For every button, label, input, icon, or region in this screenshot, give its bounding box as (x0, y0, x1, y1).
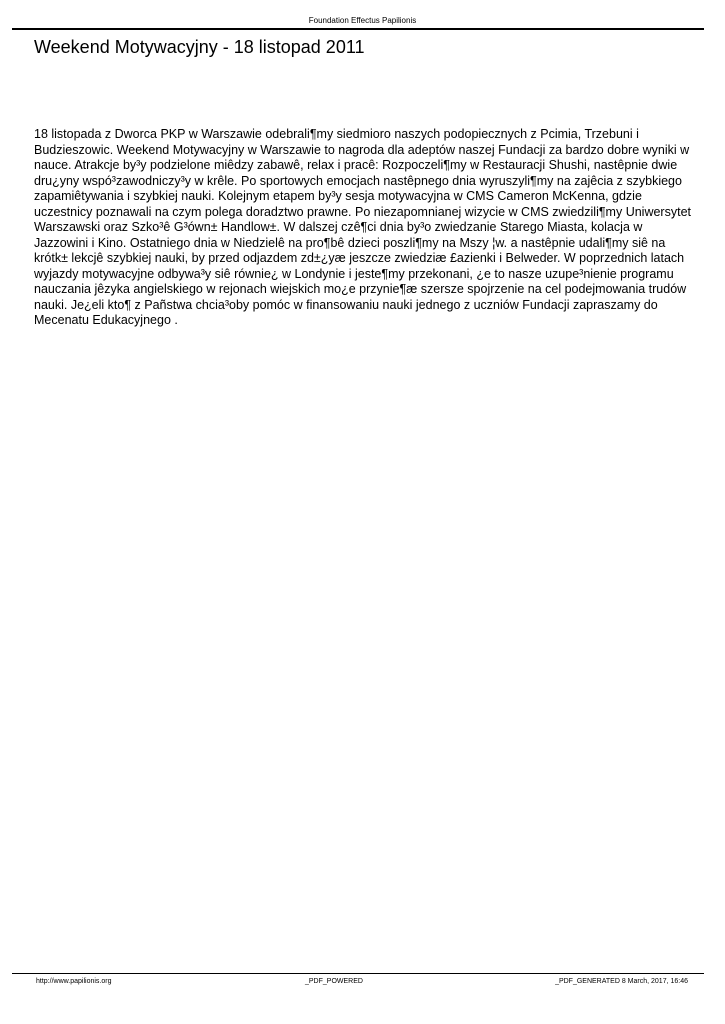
footer-generated-date: _PDF_GENERATED 8 March, 2017, 16:46 (555, 978, 688, 985)
article-body: 18 listopada z Dworca PKP w Warszawie odebrali¶my siedmioro naszych podopiecznych z Pcimia, Trzebuni i Budzieszowic. Weekend Motywacyjny w Warszawie to nagroda dla adeptów naszej Fundacji za bardzo dobre wyniki w nauce. Atrakcje by³y podzielone miêdzy zabawê, relax i pracê: Rozpoczeli¶my w Restauracji Shushi, nastêpnie dwie dru¿yny wspó³zawodniczy³y w krêle. Po sportowych emocjach nastêpnego dnia wyruszyli¶my na zajêcia z szybkiego zapamiêtywania i szybkiej nauki. Kolejnym etapem by³y sesja motywacyjna w CMS Cameron McKenna, gdzie uczestnicy poznawali na czym polega doradztwo prawne. Po niezapomnianej wizycie w CMS zwiedzili¶my Uniwersytet Warszawski oraz Szko³ê G³ówn± Handlow±. W dalszej czê¶ci dnia by³o zwiedzanie Starego Miasta, kolacja w Jazzowini i Kino. Ostatniego dnia w Niedzielê na pro¶bê dzieci poszli¶my na Mszy ¦w. a nastêpnie udali¶my siê na krótk± lekcjê szybkiej nauki, by przed odjazdem zd±¿yæ jeszcze zwiedziæ £azienki i Belweder. W poprzednich latach wyjazdy motywacyjne odbywa³y siê równie¿ w Londynie i jeste¶my przekonani, ¿e to nasze uzupe³nienie programu nauczania jêzyka angielskiego w rejonach wiejskich mo¿e przynie¶æ szersze spojrzenie na cel podejmowania trudów nauki. Je¿eli kto¶ z Pañstwa chcia³oby pomóc w finansowaniu nauki jednego z uczniów Fundacji zapraszamy do Mecenatu Edukacyjnego . (34, 127, 691, 327)
footer-divider (12, 973, 704, 974)
footer-powered: _PDF_POWERED (305, 978, 363, 985)
footer-url-link[interactable]: http://www.papilionis.org (36, 978, 112, 985)
site-title: Foundation Effectus Papilionis (308, 16, 417, 25)
article-title: Weekend Motywacyjny - 18 listopad 2011 (34, 37, 365, 57)
header-divider (12, 28, 704, 30)
